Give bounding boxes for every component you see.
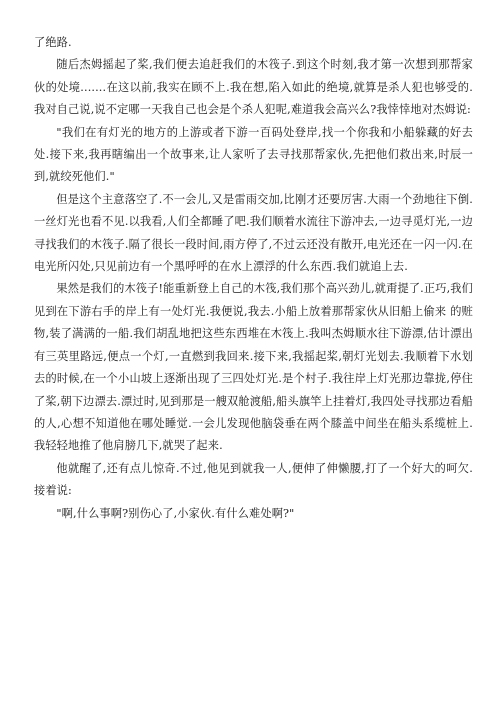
paragraph-7-dialogue: "啊,什么事啊?别伤心了,小家伙.有什么难处啊?": [56, 506, 295, 520]
paragraph-4: 但是这个主意落空了.不一会儿,又是雷雨交加,比刚才还要厉害.大雨一个劲地往下倒.一丝灯光也看不见.以我看,人们全都睡了吧.我们顺着水流往下游冲去,一边寻觅灯光,一边寻找我们的木筏子.隔了很长一段时间,雨方停了,不过云还没有散开,电光还在一闪一闪.在电光所闪处,只见前边有一个黑呼呼的在水上漂浮的什么东西.我们就追上去.: [34, 192, 473, 274]
paragraph-5: 果然是我们的木筏子!能重新登上自己的木筏,我们那个高兴劲儿,就甭提了.正巧,我们见到在下游右手的岸上有一处灯光.我便说,我去.小船上放着那帮家伙从旧船上偷来 的赃物,装了满满的一船.我们胡乱地把这些东西堆在木筏上.我叫杰姆顺水往下游漂,估计漂出有三英里路远,便点一个灯,一直燃到我回来.接下来,我摇起桨,朝灯光划去.我顺着下水划去的时候,在一个小山坡上逐渐出现了三四处灯光.是个村子.我往岸上灯光那边靠拢,停住了桨,朝下边漂去.漂过时,见到那是一艘双舱渡船,船头旗竿上挂着灯,我四处寻找那边看船的人,心想不知道他在哪处睡觉.一会儿发现他脑袋垂在两个膝盖中间坐在船头系缆桩上.我轻轻地推了他肩膀几下,就哭了起来.: [34, 282, 473, 453]
paragraph-3-dialogue: "我们在有灯光的地方的上游或者下游一百码处登岸,找一个你我和小船躲藏的好去处.接下来,我再瞎编出一个故事来,让人家听了去寻找那帮家伙,先把他们救出来,时辰一到,就绞死他们.": [34, 125, 473, 184]
paragraph-2: 随后杰姆摇起了桨,我们便去追赶我们的木筏子.到这个时刻,我才第一次想到那帮家伙的处境.......在这以前,我实在顾不上.我在想,陷入如此的绝境,就算是杀人犯也够受的.我对自己说,说不定哪一天我自己也会是个杀人犯呢,难道我会高兴么?我悻悻地对杰姆说:: [34, 58, 473, 117]
paragraph-6: 他就醒了,还有点儿惊奇.不过,他见到就我一人,便伸了伸懒腰,打了一个好大的呵欠.接着说:: [34, 461, 473, 498]
paragraph-continuation: 了绝路.: [34, 36, 72, 49]
